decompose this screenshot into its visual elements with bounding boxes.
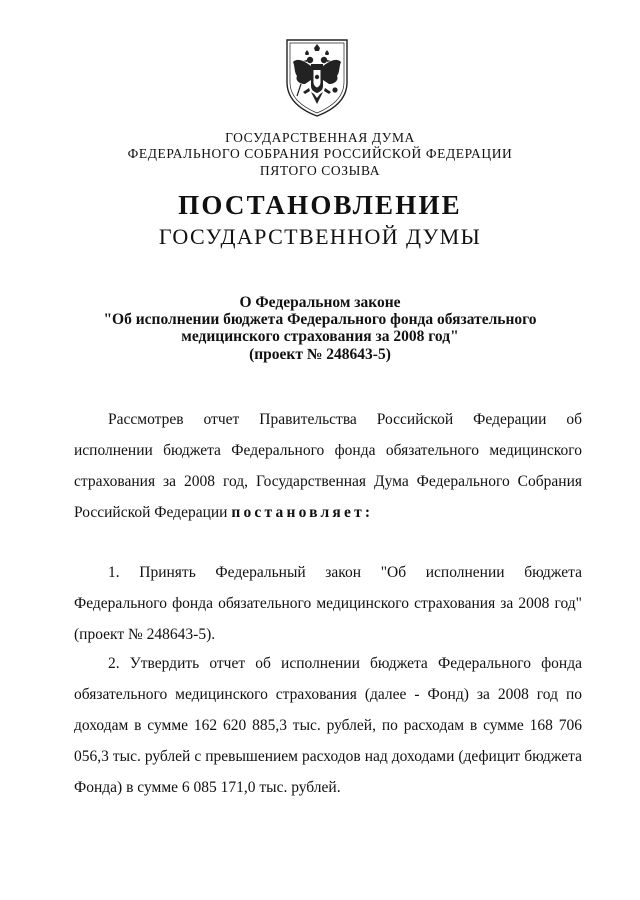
org-line-convocation: ПЯТОГО СОЗЫВА	[259, 163, 381, 178]
document-subtitle: ГОСУДАРСТВЕННОЙ ДУМЫ	[158, 224, 482, 249]
resolves-word: постановляет:	[231, 504, 374, 521]
coat-of-arms-icon	[281, 36, 353, 118]
preamble-paragraph	[74, 404, 582, 528]
subject-line-2: "Об исполнении бюджета Федерального фонда обязательного	[103, 311, 537, 328]
org-line-state-duma: ГОСУДАРСТВЕННАЯ ДУМА	[225, 130, 415, 145]
preamble-text: Рассмотрев отчет Правительства Российской Федерации об исполнении бюджета Федерального фонда обязательного медицинского страхования за 2008 год, Государственная Дума Федерального Собрания Российской Федерации	[74, 411, 582, 521]
item-2-paragraph: 2. Утвердить отчет об исполнении бюджета Федерального фонда обязательного медицинского страхования (далее - Фонд) за 2008 год по доходам в сумме 162 620 885,3 тыс. рублей, по расходам в сумме 168 706 056,3 тыс. рублей с превышением расходов над доходами (дефицит бюджета Фонда) в сумме 6 085 171,0 тыс. рублей.	[74, 655, 582, 796]
document-title: ПОСТАНОВЛЕНИЕ	[178, 190, 462, 220]
subject-line-4: (проект № 248643-5)	[249, 346, 391, 363]
subject-line-3: медицинского страхования за 2008 год"	[181, 328, 459, 345]
org-line-federal-assembly: ФЕДЕРАЛЬНОГО СОБРАНИЯ РОССИЙСКОЙ ФЕДЕРАЦИИ	[127, 146, 513, 161]
subject-line-1: О Федеральном законе	[239, 294, 401, 311]
item-1-paragraph: 1. Принять Федеральный закон "Об исполнении бюджета Федерального фонда обязательного медицинского страхования за 2008 год" (проект № 248643-5).	[74, 564, 582, 643]
